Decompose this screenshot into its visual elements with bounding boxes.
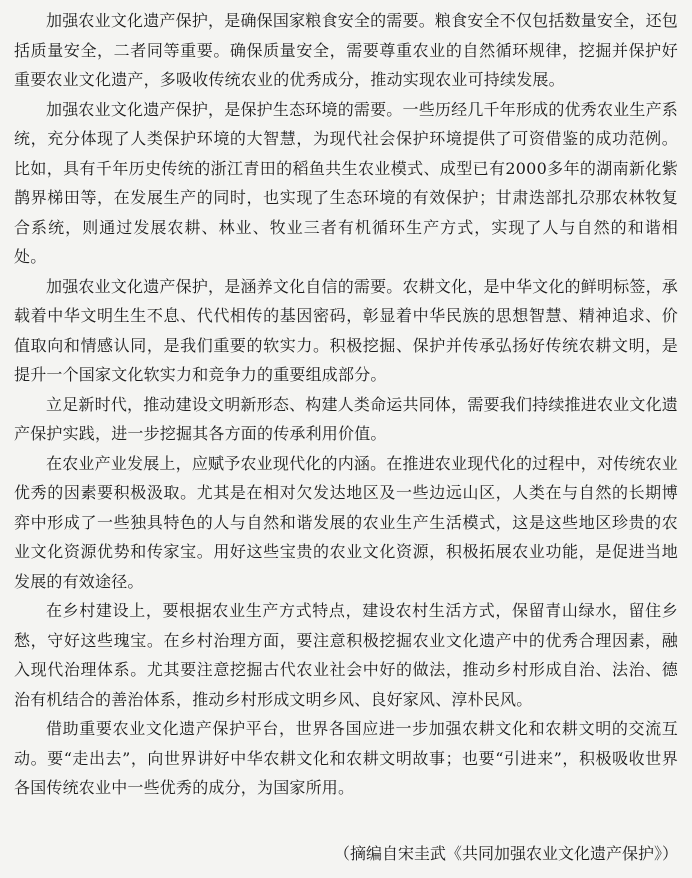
- source-citation: （摘编自宋圭武《共同加强农业文化遗产保护》）: [333, 844, 678, 863]
- paragraph-6: 在乡村建设上，要根据农业生产方式特点，建设农村生活方式，保留青山绿水，留住乡愁，守好这些瑰宝。在乡村治理方面，要注意积极挖掘农业文化遗产中的优秀合理因素，融入现代治理体系。尤其要注意挖掘古代农业社会中好的做法，推动乡村形成自治、法治、德治有机结合的善治体系，推动乡村形成文明乡风、良好家风、淳朴民风。: [14, 601, 678, 709]
- paragraph-5: 在农业产业发展上，应赋予农业现代化的内涵。在推进农业现代化的过程中，对传统农业优秀的因素要积极汲取。尤其是在相对欠发达地区及一些边远山区，人类在与自然的长期博弈中形成了一些独具特色的人与自然和谐发展的农业生产生活模式，这是这些地区珍贵的农业文化资源优势和传家宝。用好这些宝贵的农业文化资源，积极拓展农业功能，是促进当地发展的有效途径。: [14, 453, 678, 591]
- paragraph-7: 借助重要农业文化遗产保护平台，世界各国应进一步加强农耕文化和农耕文明的交流互动。要“走出去”，向世界讲好中华农耕文化和农耕文明故事；也要“引进来”，积极吸收世界各国传统农业中一些优秀的成分，为国家所用。: [14, 719, 678, 797]
- paragraph-2: 加强农业文化遗产保护，是保护生态环境的需要。一些历经几千年形成的优秀农业生产系统，充分体现了人类保护环境的大智慧，为现代社会保护环境提供了可资借鉴的成功范例。比如，具有千年历史传统的浙江青田的稻鱼共生农业模式、成型已有2000多年的湖南新化紫鹊界梯田等，在发展生产的同时，也实现了生态环境的有效保护；甘肃迭部扎尕那农林牧复合系统，则通过发展农耕、林业、牧业三者有机循环生产方式，实现了人与自然的和谐相处。: [14, 99, 678, 266]
- paragraph-4: 立足新时代，推动建设文明新形态、构建人类命运共同体，需要我们持续推进农业文化遗产保护实践，进一步挖掘其各方面的传承利用价值。: [14, 394, 678, 443]
- paragraph-3: 加强农业文化遗产保护，是涵养文化自信的需要。农耕文化，是中华文化的鲜明标签，承载着中华文明生生不息、代代相传的基因密码，彰显着中华民族的思想智慧、精神追求、价值取向和情感认同，是我们重要的软实力。积极挖掘、保护并传承弘扬好传统农耕文明，是提升一个国家文化软实力和竞争力的重要组成部分。: [14, 276, 678, 384]
- paragraph-1: 加强农业文化遗产保护，是确保国家粮食安全的需要。粮食安全不仅包括数量安全，还包括质量安全，二者同等重要。确保质量安全，需要尊重农业的自然循环规律，挖掘并保护好重要农业文化遗产，多吸收传统农业的优秀成分，推动实现农业可持续发展。: [14, 11, 678, 89]
